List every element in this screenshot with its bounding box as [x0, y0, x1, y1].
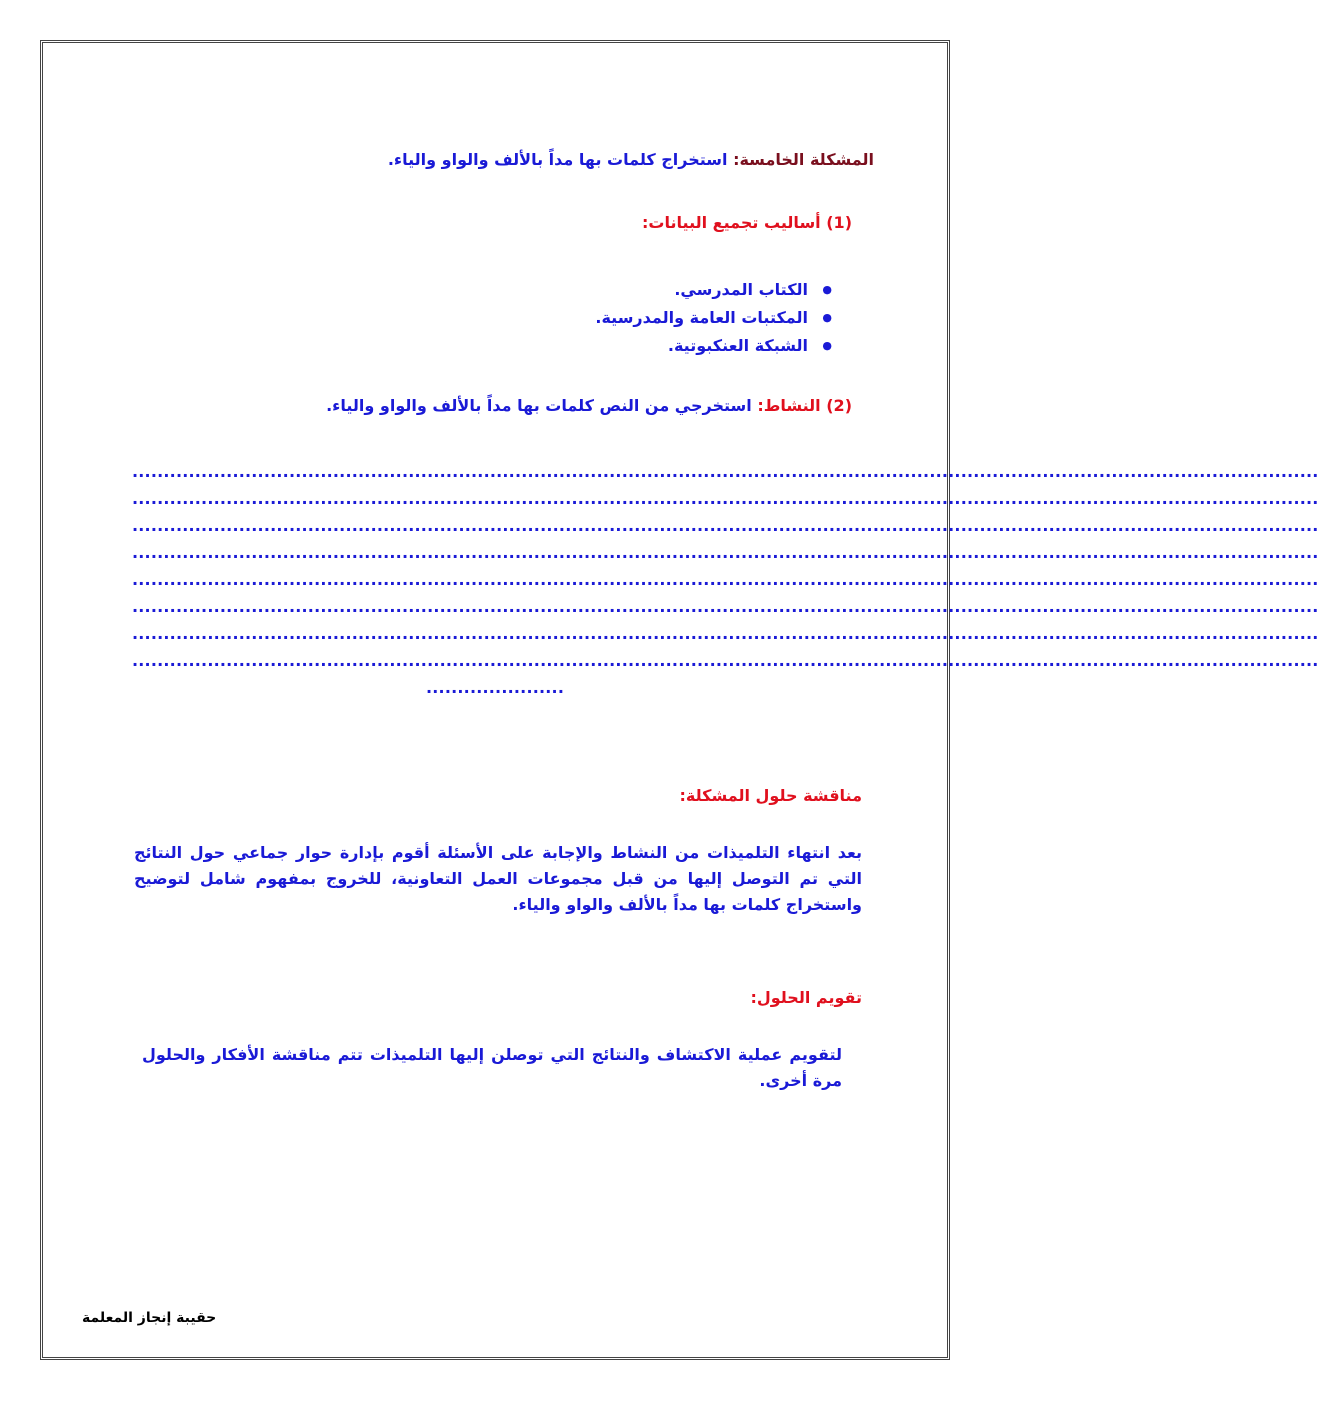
section1-number: (1) [826, 213, 852, 232]
section2-label: النشاط: [757, 396, 821, 415]
answer-line: ............................................................................................................................................................................................. [132, 624, 1319, 643]
section2-text: استخرجي من النص كلمات بها مداً بالألف والواو والياء. [326, 396, 752, 415]
section1-title: أساليب تجميع البيانات: [642, 213, 821, 232]
discussion-text: بعد انتهاء التلميذات من النشاط والإجابة على الأسئلة أقوم بإدارة حوار جماعي حول النتائج التي تم التوصل إليها من قبل مجموعات العمل التعاونية، للخروج بمفهوم شامل لتوضيح واستخراج كلمات بها مداً بالألف والواو والياء. [134, 843, 862, 914]
evaluation-text: لتقويم عملية الاكتشاف والنتائج التي توصلن إليها التلميذات تتم مناقشة الأفكار والحلول مرة أخرى. [142, 1045, 842, 1090]
answer-line: ............................................................................................................................................................................................. [132, 543, 1319, 562]
answer-line-short: ...................... [426, 678, 565, 697]
answer-line: ............................................................................................................................................................................................. [132, 516, 1319, 535]
section2-number: (2) [826, 396, 852, 415]
list-item: ● الشبكة العنكبوتية. [595, 332, 808, 360]
answer-line: ............................................................................................................................................................................................. [132, 462, 1319, 481]
section1-heading [642, 213, 852, 232]
page-border [40, 40, 1319, 1360]
problem-label: المشكلة الخامسة: [733, 150, 874, 169]
problem-text: استخراج كلمات بها مداً بالألف والواو والياء. [387, 150, 728, 169]
data-sources-list [595, 276, 832, 360]
list-item: ● الكتاب المدرسي. [595, 276, 808, 304]
evaluation-heading: تقويم الحلول: [750, 988, 862, 1007]
answer-line: ............................................................................................................................................................................................. [132, 570, 1319, 589]
list-item: ● المكتبات العامة والمدرسية. [595, 304, 808, 332]
answer-line: ............................................................................................................................................................................................. [132, 489, 1319, 508]
section2-heading [326, 396, 852, 415]
answer-line: ............................................................................................................................................................................................. [132, 597, 1319, 616]
footer-text: حقيبة إنجاز المعلمة [82, 1310, 217, 1326]
problem-title [388, 150, 874, 169]
discussion-heading: مناقشة حلول المشكلة: [679, 786, 862, 805]
answer-line: ............................................................................................................................................................................................. [132, 651, 1319, 670]
